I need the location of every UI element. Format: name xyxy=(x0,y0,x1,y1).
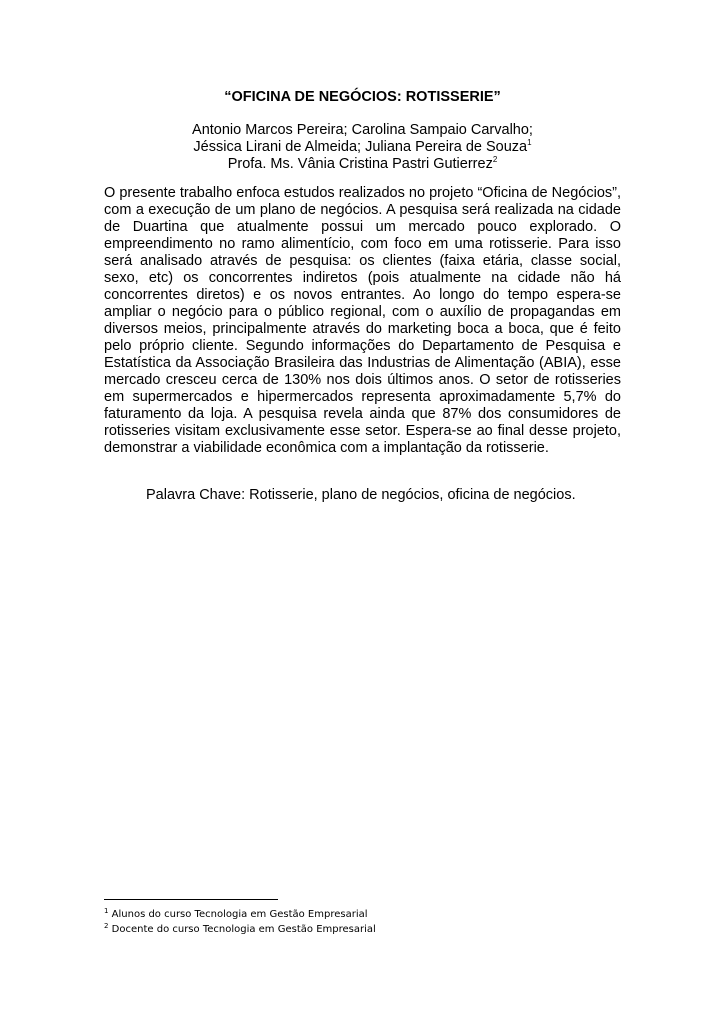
footnote-2-text: Docente do curso Tecnologia em Gestão Empresarial xyxy=(111,924,376,935)
footnote-1-text: Alunos do curso Tecnologia em Gestão Empresarial xyxy=(111,909,368,920)
footnote-1-marker: 1 xyxy=(104,907,109,915)
author-line-1-text: Antonio Marcos Pereira; Carolina Sampaio Carvalho; xyxy=(192,122,533,138)
author-line-3-text: Profa. Ms. Vânia Cristina Pastri Gutierrez xyxy=(227,156,493,172)
author-list xyxy=(0,122,725,173)
footnote-marker-2: 2 xyxy=(492,155,498,164)
keywords-line: Palavra Chave: Rotisserie, plano de negócios, oficina de negócios. xyxy=(146,487,576,503)
footnote-1 xyxy=(104,907,621,922)
abstract-paragraph: O presente trabalho enfoca estudos realizados no projeto “Oficina de Negócios”, com a execução de um plano de negócios. A pesquisa será realizada na cidade de Duartina que atualmente possui um mercado pouco explorado. O empreendimento no ramo alimentício, com foco em uma rotisserie. Para isso será analisado através de pesquisa: os clientes (faixa etária, classe social, sexo, etc) os concorrentes indiretos (pois atualmente na cidade não há concorrentes diretos) e os novos entrantes. Ao longo do tempo espera-se ampliar o negócio para o público regional, com o auxílio de propagandas em diversos meios, principalmente através do marketing boca a boca, que é feito pelo próprio cliente. Segundo informações do Departamento de Pesquisa e Estatística da Associação Brasileira das Industrias de Alimentação (ABIA), esse mercado cresceu cerca de 130% nos dois últimos anos. O setor de rotisseries em supermercados e hipermercados representa aproximadamente 5,7% do faturamento da loja. A pesquisa revela ainda que 87% dos consumidores de rotisseries visitam exclusivamente esse setor. Espera-se ao final desse projeto, demonstrar a viabilidade econômica com a implantação da rotisserie. xyxy=(104,185,621,456)
author-line-3 xyxy=(0,156,725,173)
author-line-1 xyxy=(0,122,725,139)
footnotes xyxy=(104,907,621,937)
paper-title: “OFICINA DE NEGÓCIOS: ROTISSERIE” xyxy=(224,89,501,105)
footnote-separator xyxy=(104,899,278,900)
footnote-marker-1: 1 xyxy=(527,138,532,147)
footnote-2 xyxy=(104,922,621,937)
author-line-2-text: Jéssica Lirani de Almeida; Juliana Pereira de Souza xyxy=(193,139,528,155)
footnote-2-marker: 2 xyxy=(104,922,109,930)
author-line-2 xyxy=(0,139,725,156)
